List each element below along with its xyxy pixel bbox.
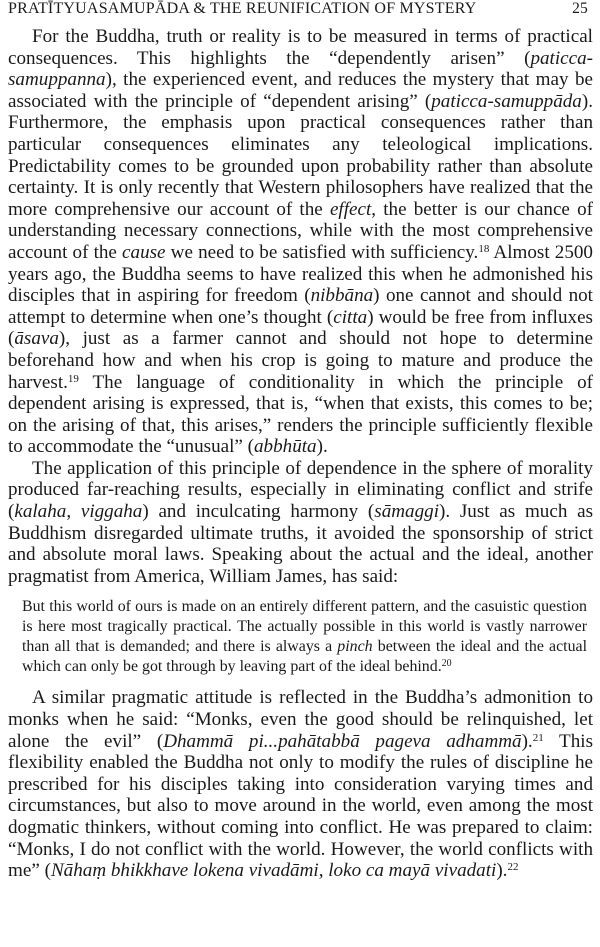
text-run: ). Furthermore, the emphasis upon practical consequences rather than particular consequences eliminates any teleological implications. Predictability comes to be grounded upon probability rather than absolute certainty. It is only recently that Western philosophers have realized that the more comprehensive our account of the	[8, 90, 593, 220]
text-run: ).	[496, 860, 508, 882]
footnote-ref: 22	[507, 861, 519, 874]
text-run: ) and inculcating harmony (	[142, 501, 375, 523]
footnote-ref: 18	[478, 242, 490, 255]
pali-term: Dhammā pi...pahātabbā pageva adhammā	[163, 730, 522, 752]
pali-term: kalaha	[14, 501, 67, 523]
paragraph-3	[8, 687, 593, 881]
text-run: we need to be satisfied with sufficiency.	[165, 241, 479, 263]
footnote-ref: 19	[67, 372, 79, 385]
pali-term: Nāhaṃ bhikkhave lokena vivadāmi, loko ca mayā vivadati	[50, 860, 497, 882]
text-run: A similar pragmatic attitude is reflected in the Buddha’s admonition to monks when he said: “Monks, even the good should be relinquished, let alone the evil” (	[8, 687, 593, 752]
pali-term: sāmaggi	[374, 501, 439, 523]
pali-term: citta	[333, 306, 368, 328]
text-run: For the Buddha, truth or reality is to be measured in terms of practical consequences. This highlights the “dependently arisen” (	[8, 26, 593, 69]
text-run: ).	[316, 436, 328, 458]
footnote-ref: 20	[441, 658, 452, 670]
text-run: Almost 2500 years ago, the Buddha seems to have realized this when he admonished his disciples that in aspiring for freedom (	[8, 241, 593, 307]
body-text	[8, 26, 593, 882]
emphasis: pinch	[337, 638, 373, 656]
emphasis: effect	[329, 198, 372, 220]
text-run: ). Just as much as Buddhism disregarded ultimate truths, it avoided the sponsorship of strict and absolute moral laws. Speaking about the actual and the ideal, another pragmatist from America, William James, has said:	[8, 501, 594, 587]
text-run: ), the experienced event, and reduces the mystery that may be associated with the principle of “dependent arising” (	[8, 69, 593, 112]
pali-term: paticca-samuppāda	[431, 90, 582, 112]
emphasis: cause	[122, 241, 166, 263]
text-run: The application of this principle of dependence in the sphere of morality produced far-reaching results, especially in eliminating conflict and strife (	[8, 457, 593, 523]
text-run: ,	[66, 501, 81, 523]
pali-term: nibbāna	[310, 285, 374, 307]
text-run: The language of conditionality in which the principle of dependent arising is expressed, that is, “when that exists, this comes to be; on the arising of that, this arises,” renders the principle sufficiently flexible to accommodate the “unusual” (	[8, 371, 593, 458]
text-run: ) would be free from influxes (	[8, 306, 593, 350]
pali-term: āsava	[14, 328, 59, 350]
running-header	[8, 0, 588, 22]
block-quote	[22, 597, 587, 677]
paragraph-1	[8, 26, 593, 458]
text-run: But this world of ours is made on an entirely different pattern, and the casuistic question is here most tragically practical. The actually possible in this world is vastly narrower than all that is demanded; and there is always a	[22, 598, 587, 656]
text-run: ), just as a farmer cannot and should not hope to determine beforehand how and when his crop is going to mature and produce the harvest.	[8, 328, 593, 393]
pali-term: abbhūta	[254, 436, 317, 458]
text-run: ) one cannot and should not attempt to determine when one’s thought (	[8, 285, 593, 328]
footnote-ref: 21	[532, 731, 544, 744]
text-run: This flexibility enabled the Buddha not only to modify the rules of discipline he prescribed for his disciples taking into consideration varying times and circumstances, but also to move around in the world, even among the most dogmatic thinkers, without coming into conflict. He was prepared to claim: “Monks, I do not conflict with the world. However, the world conflicts with me” (	[8, 730, 594, 882]
pali-term: paticca-samuppanna	[8, 47, 593, 91]
page-number: 25	[572, 0, 588, 17]
running-title: PRATĪTYUASAMUPĀDA & THE REUNIFICATION OF MYSTERY	[8, 0, 477, 17]
text-run: between the ideal and the actual which can only be got through by leaving part of the ideal behind.	[22, 638, 587, 676]
text-run: , the better is our chance of understanding necessary connections, while with the most comprehensive account of the	[8, 198, 593, 263]
paragraph-2	[8, 458, 593, 588]
text-run: ).	[521, 730, 533, 752]
pali-term: viggaha	[80, 501, 143, 523]
